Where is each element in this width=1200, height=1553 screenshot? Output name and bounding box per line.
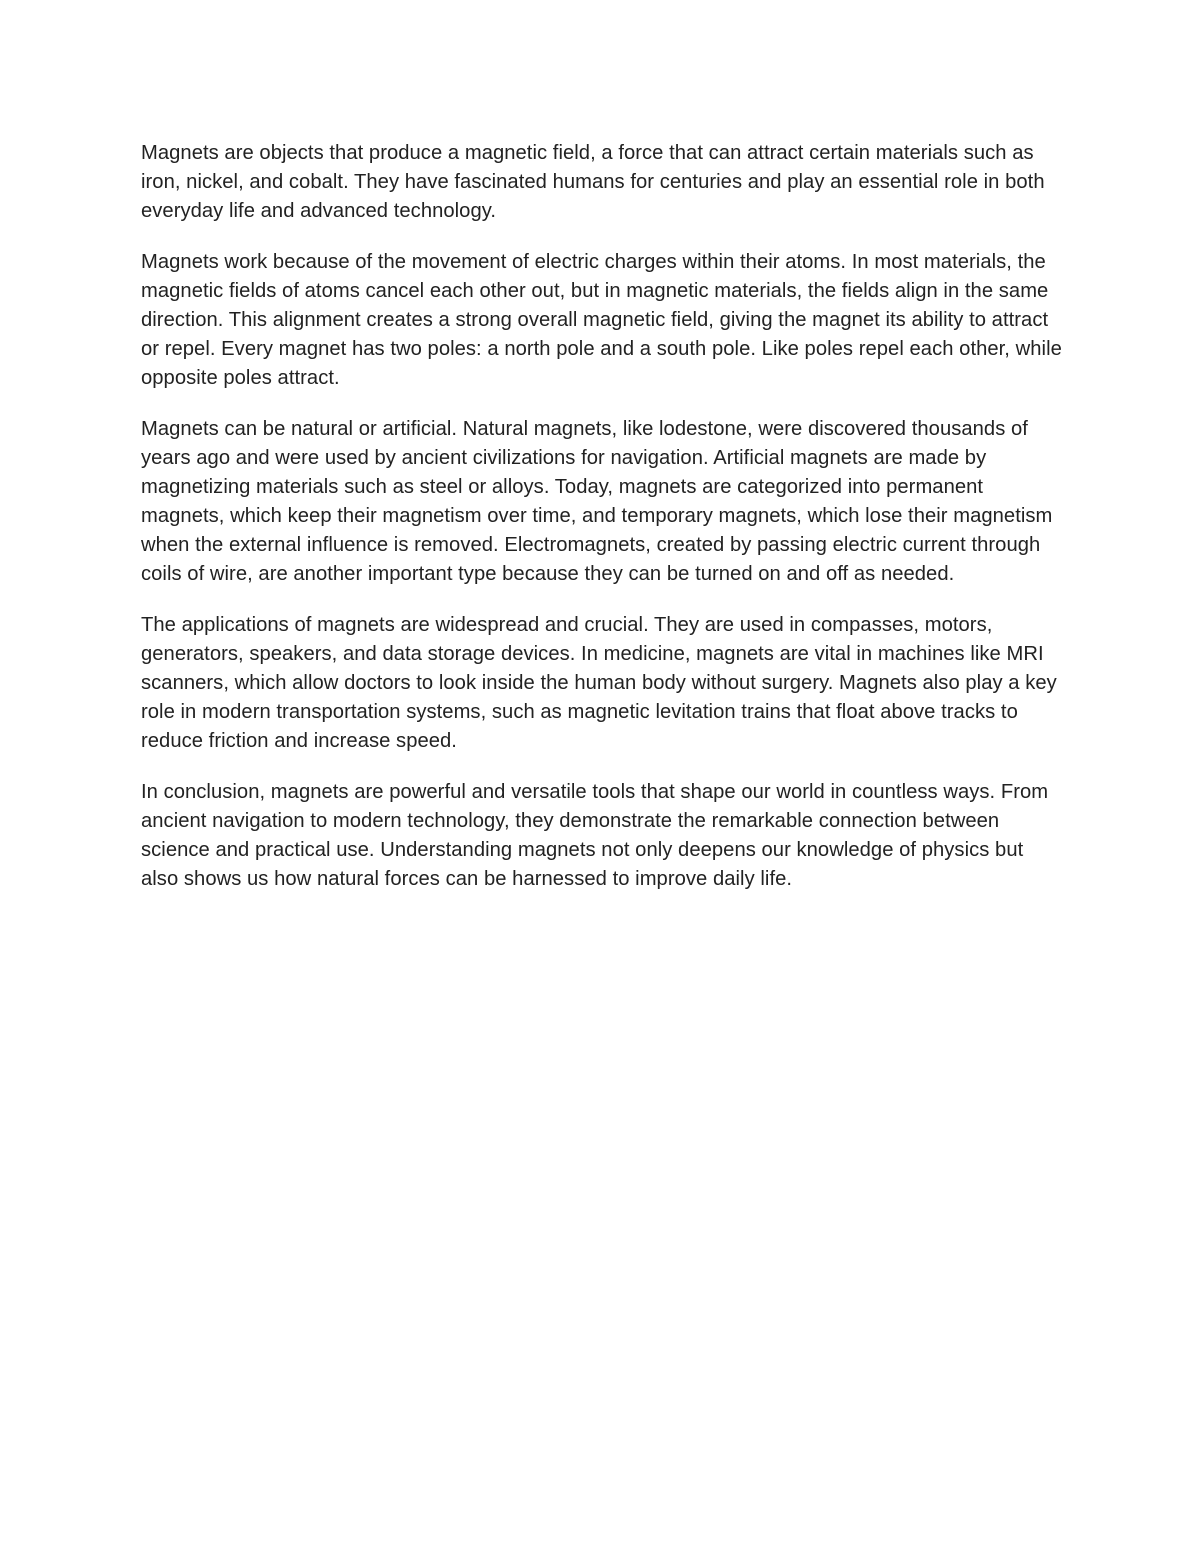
paragraph-intro: Magnets are objects that produce a magnetic field, a force that can attract certain materials such as iron, nickel, and cobalt. They have fascinated humans for centuries and play an essential role in both everyday life and advanced technology. [141,142,1045,222]
paragraph-applications: The applications of magnets are widespread and crucial. They are used in compasses, motors, generators, speakers, and data storage devices. In medicine, magnets are vital in machines like MRI scanners, which allow doctors to look inside the human body without surgery. Magnets also play a key role in modern transportation systems, such as magnetic levitation trains that float above tracks to reduce friction and increase speed. [141,614,1057,752]
paragraph-conclusion: In conclusion, magnets are powerful and versatile tools that shape our world in countless ways. From ancient navigation to modern technology, they demonstrate the remarkable connection between science and practical use. Understanding magnets not only deepens our knowledge of physics but also shows us how natural forces can be harnessed to improve daily life. [141,781,1049,890]
paragraph-types-of-magnets: Magnets can be natural or artificial. Natural magnets, like lodestone, were discovered thousands of years ago and were used by ancient civilizations for navigation. Artificial magnets are made by magnetizing materials such as steel or alloys. Today, magnets are categorized into permanent magnets, which keep their magnetism over time, and temporary magnets, which lose their magnetism when the external influence is removed. Electromagnets, created by passing electric current through coils of wire, are another important type because they can be turned on and off as needed. [141,418,1053,585]
document-body [141,139,1066,916]
paragraph-how-magnets-work: Magnets work because of the movement of electric charges within their atoms. In most materials, the magnetic fields of atoms cancel each other out, but in magnetic materials, the fields align in the same direction. This alignment creates a strong overall magnetic field, giving the magnet its ability to attract or repel. Every magnet has two poles: a north pole and a south pole. Like poles repel each other, while opposite poles attract. [141,251,1062,389]
